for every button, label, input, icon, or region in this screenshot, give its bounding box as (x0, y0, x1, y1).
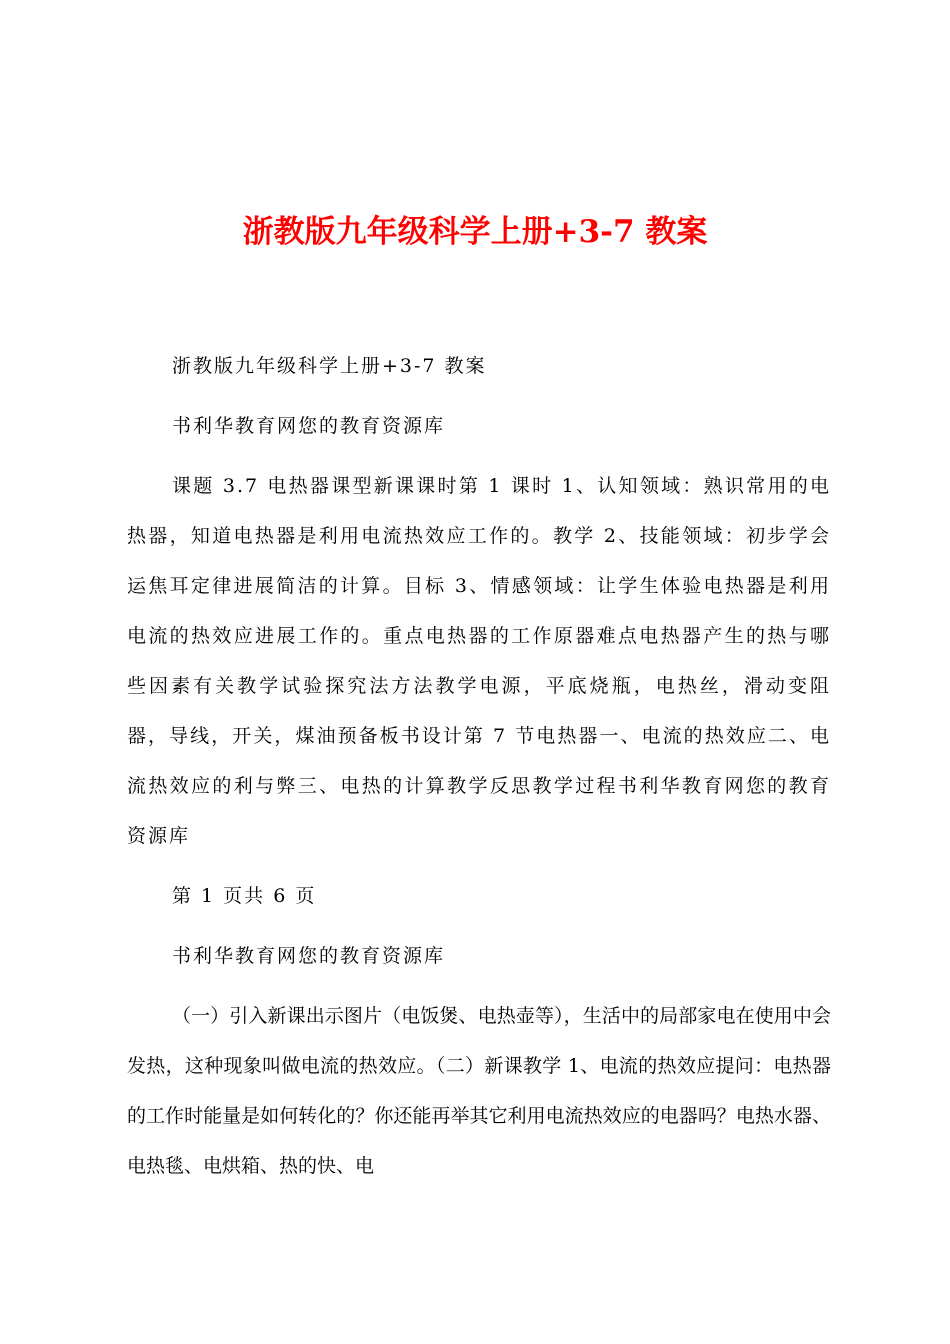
paragraph-lesson-info: 课题 3.7 电热器课型新课课时第 1 课时 1、认知领域：熟识常用的电热器，知道电热器是利用电流热效应工作的。教学 2、技能领域：初步学会运焦耳定律进展简洁的计算。目标 3、情感领域：让学生体验电热器是利用电流的热效应进展工作的。重点电热器的工作原器难点电热器产生的热与哪些因素有关教学试验探究法方法教学电源，平底烧瓶，电热丝，滑动变阻器，导线，开关，煤油预备板书设计第 7 节电热器一、电流的热效应二、电流热效应的利与弊三、电热的计算教学反思教学过程书利华教育网您的教育资源库 (127, 475, 831, 847)
document-title: 浙教版九年级科学上册+3-7 教案 (242, 214, 708, 250)
paragraph-page-number: 第 1 页共 6 页 (172, 885, 317, 907)
paragraph-source: 书利华教育网您的教育资源库 (172, 415, 446, 437)
paragraph-subtitle: 浙教版九年级科学上册+3-7 教案 (172, 355, 487, 377)
document-body (127, 341, 831, 1201)
paragraph-source-repeat: 书利华教育网您的教育资源库 (172, 945, 446, 967)
paragraph-lesson-body: （一）引入新课出示图片（电饭煲、电热壶等），生活中的局部家电在使用中会发热，这种现象叫做电流的热效应。（二）新课教学 1、电流的热效应提问：电热器的工作时能量是如何转化的？你还能再举其它利用电流热效应的电器吗？电热水器、电热毯、电烘箱、热的快、电 (127, 1005, 831, 1177)
